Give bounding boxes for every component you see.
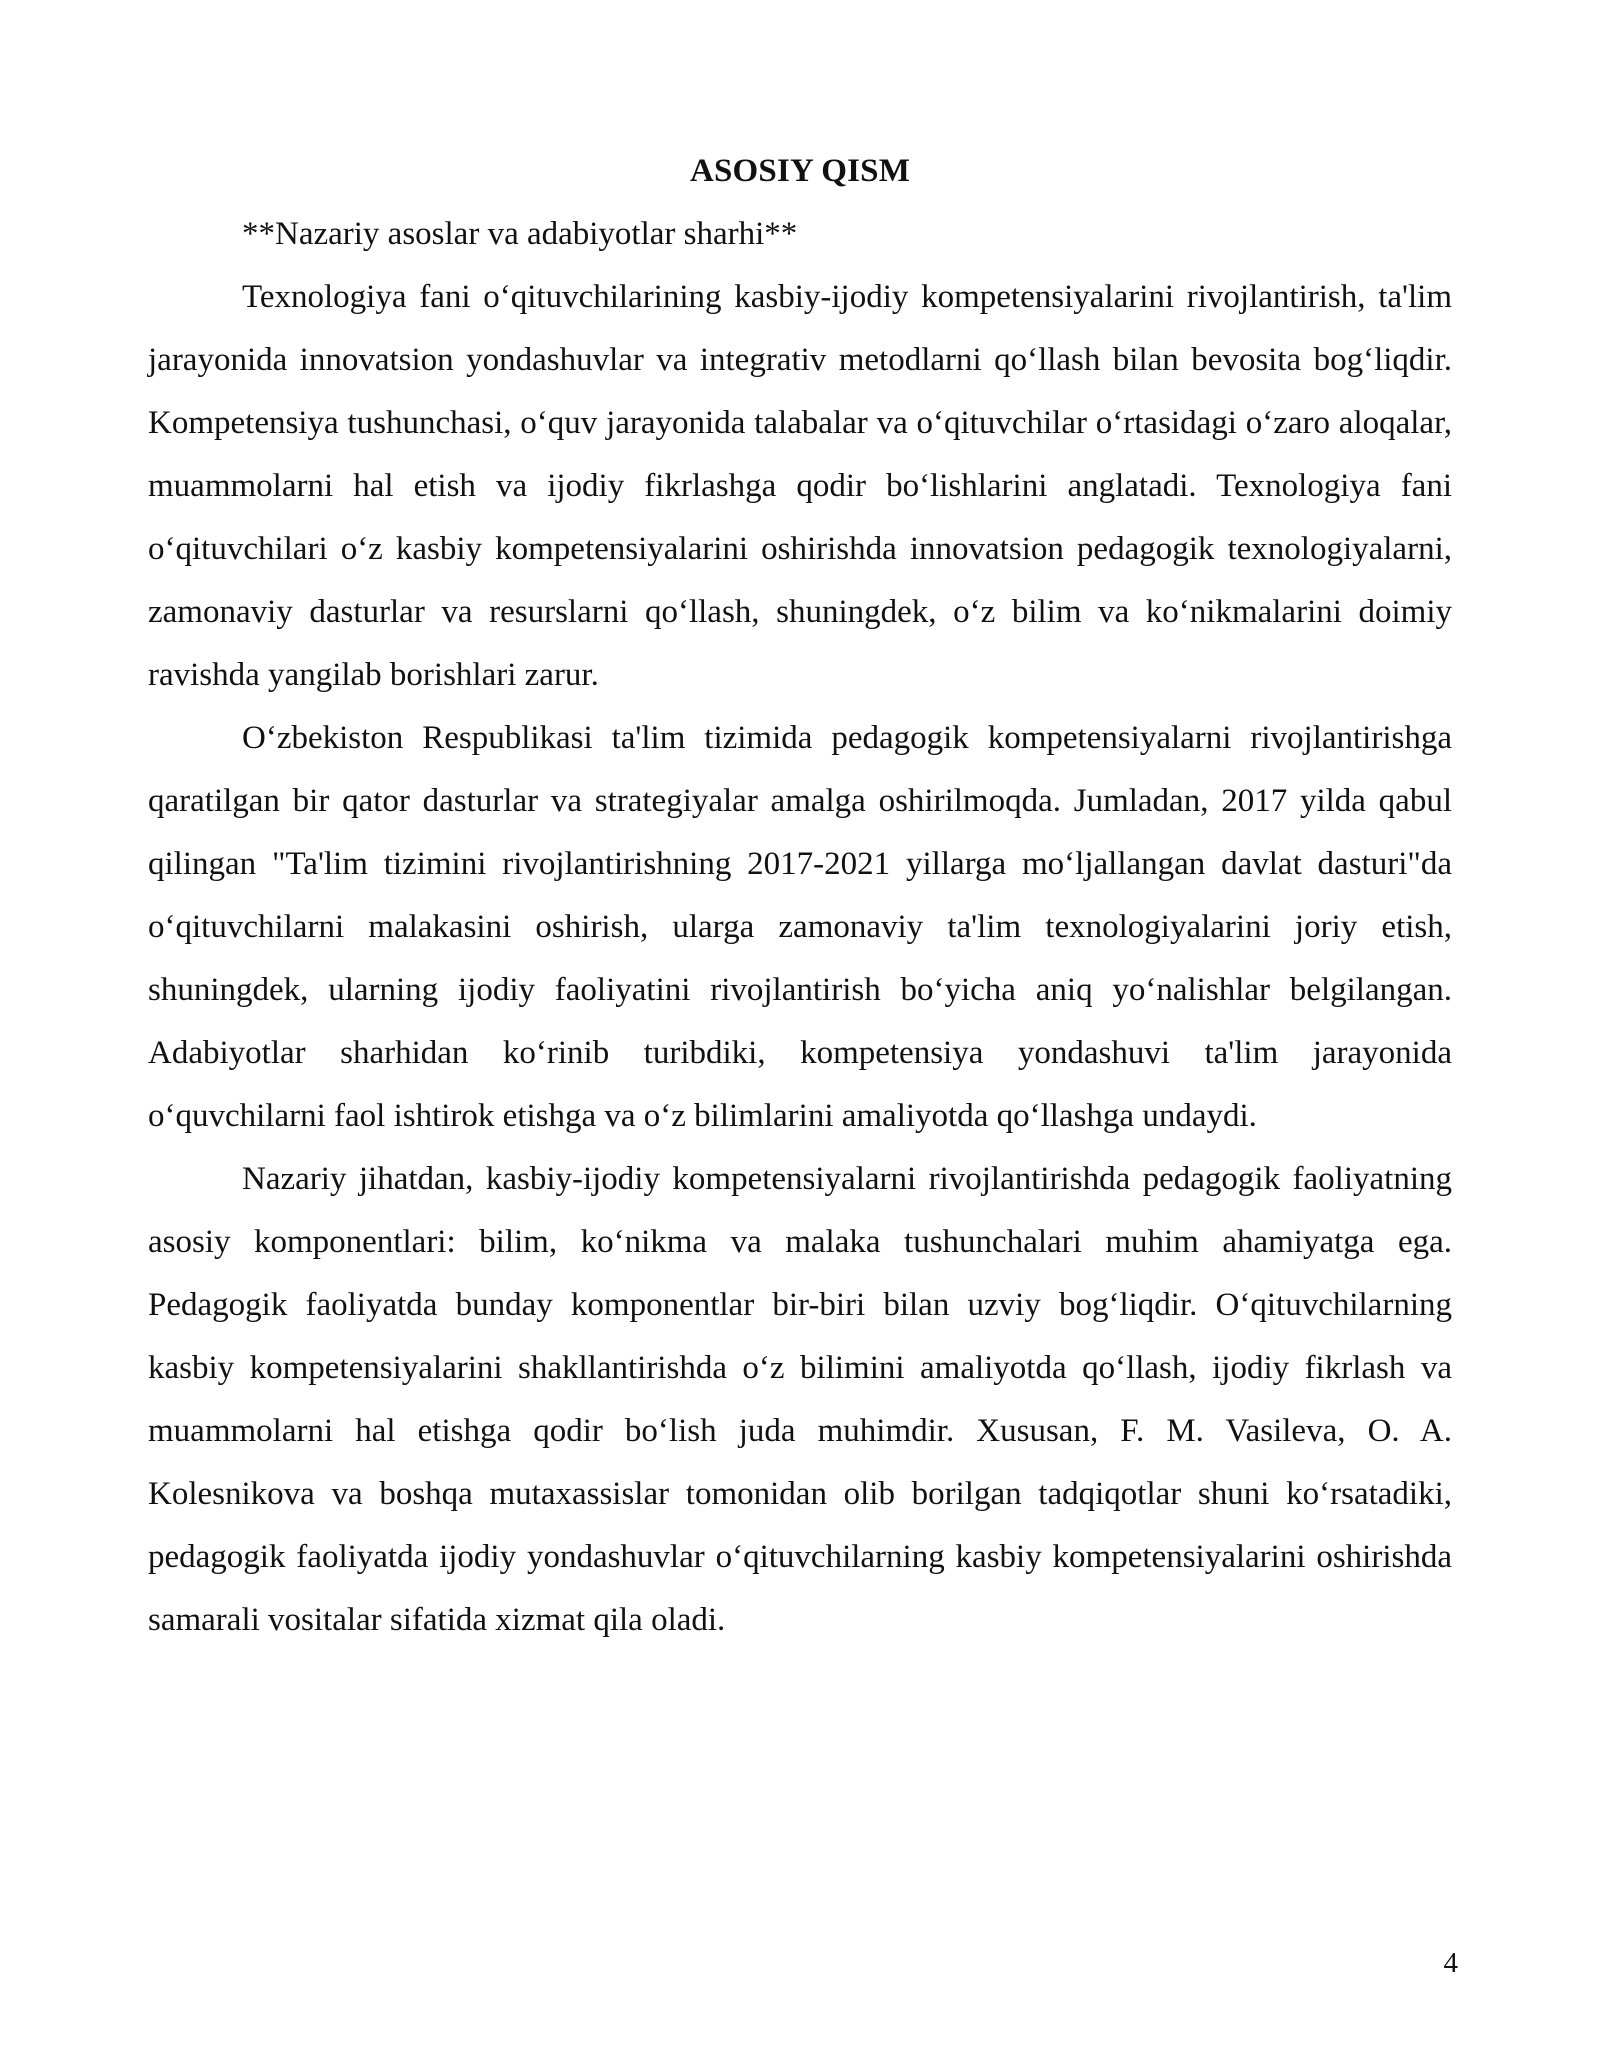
paragraph-2: O‘zbekiston Respublikasi ta'lim tizimida pedagogik kompetensiyalarni rivojlantirishga qaratilgan bir qator dasturlar va strategiyalar amalga oshirilmoqda. Jumladan, 2017 yilda qabul qilingan "Ta'lim tizimini rivojlantirishning 2017-2021 yillarga mo‘ljallangan davlat dasturi"da o‘qituvchilarni malakasini oshirish, ularga zamonaviy ta'lim texnologiyalarini joriy etish, shuningdek, ularning ijodiy faoliyatini rivojlantirish bo‘yicha aniq yo‘nalishlar belgilangan. Adabiyotlar sharhidan ko‘rinib turibdiki, kompetensiya yondashuvi ta'lim jarayonida o‘quvchilarni faol ishtirok etishga va o‘z bilimlarini amaliyotda qo‘llashga undaydi. [148, 720, 1452, 1134]
page-number: 4 [1443, 1947, 1458, 1979]
page-content [148, 140, 1452, 1652]
section-title: ASOSIY QISM [689, 153, 911, 189]
paragraph-3: Nazariy jihatdan, kasbiy-ijodiy kompetensiyalarni rivojlantirishda pedagogik faoliyatning asosiy komponentlari: bilim, ko‘nikma va malaka tushunchalari muhim ahamiyatga ega. Pedagogik faoliyatda bunday komponentlar bir-biri bilan uzviy bog‘liqdir. O‘qituvchilarning kasbiy kompetensiyalarini shakllantirishda o‘z bilimini amaliyotda qo‘llash, ijodiy fikrlash va muammolarni hal etishga qodir bo‘lish juda muhimdir. Xususan, F. M. Vasileva, O. A. Kolesnikova va boshqa mutaxassislar tomonidan olib borilgan tadqiqotlar shuni ko‘rsatadiki, pedagogik faoliyatda ijodiy yondashuvlar o‘qituvchilarning kasbiy kompetensiyalarini oshirishda samarali vositalar sifatida xizmat qila oladi. [148, 1161, 1452, 1638]
section-subheading: **Nazariy asoslar va adabiyotlar sharhi** [242, 216, 798, 252]
paragraph-1: Texnologiya fani o‘qituvchilarining kasbiy-ijodiy kompetensiyalarini rivojlantirish, ta'lim jarayonida innovatsion yondashuvlar va integrativ metodlarni qo‘llash bilan bevosita bog‘liqdir. Kompetensiya tushunchasi, o‘quv jarayonida talabalar va o‘qituvchilar o‘rtasidagi o‘zaro aloqalar, muammolarni hal etish va ijodiy fikrlashga qodir bo‘lishlarini anglatadi. Texnologiya fani o‘qituvchilari o‘z kasbiy kompetensiyalarini oshirishda innovatsion pedagogik texnologiyalarni, zamonaviy dasturlar va resurslarni qo‘llash, shuningdek, o‘z bilim va ko‘nikmalarini doimiy ravishda yangilab borishlari zarur. [148, 279, 1452, 693]
